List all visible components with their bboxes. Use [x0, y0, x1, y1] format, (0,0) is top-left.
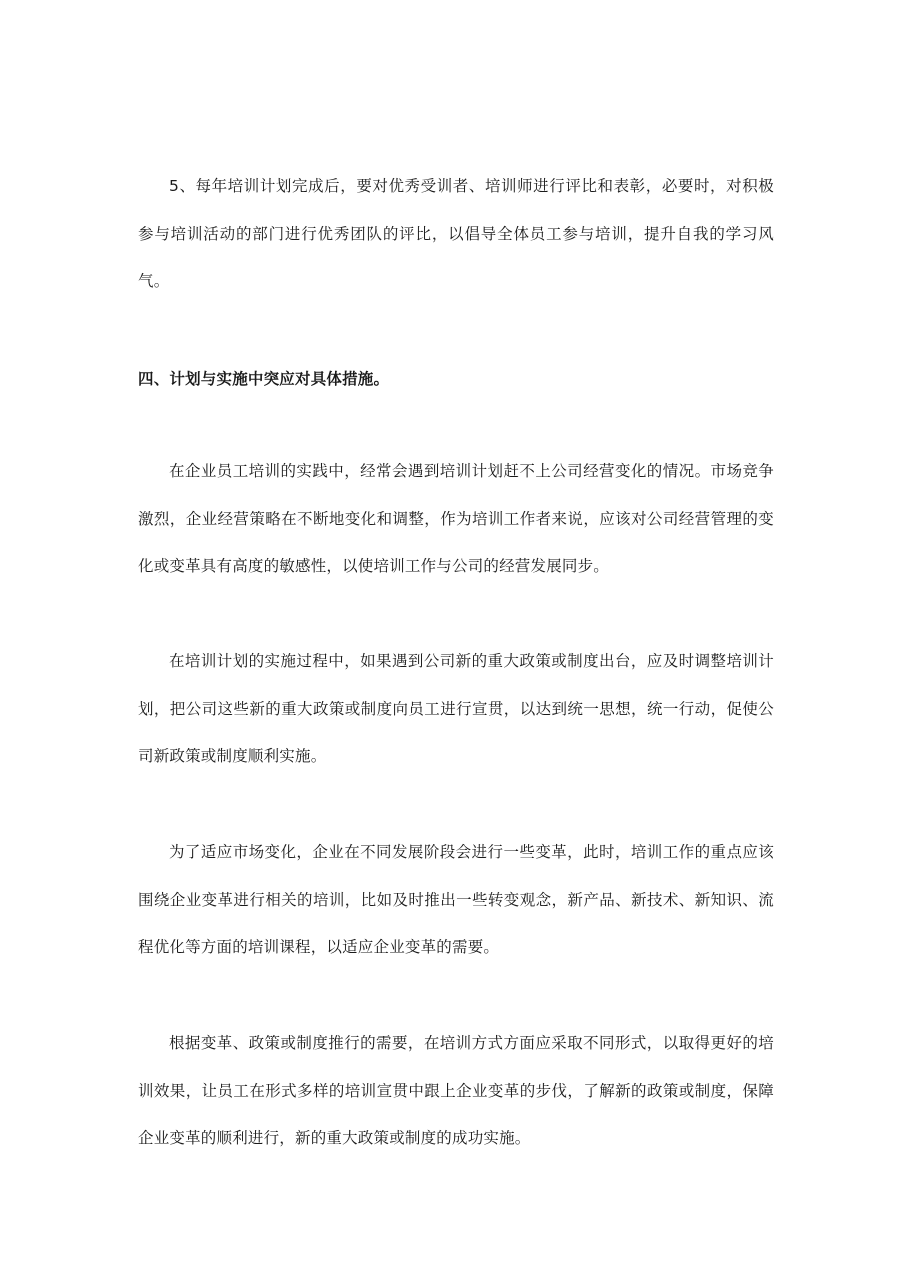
paragraph-market-change: 为了适应市场变化，企业在不同发展阶段会进行一些变革，此时，培训工作的重点应该围绕企业变革进行相关的培训，比如及时推出一些转变观念，新产品、新技术、新知识、流程优化等方面的培训课程，以适应企业变革的需要。 [138, 843, 774, 956]
paragraph-policy-adjustment: 在培训计划的实施过程中，如果遇到公司新的重大政策或制度出台，应及时调整培训计划，把公司这些新的重大政策或制度向员工进行宣贯，以达到统一思想，统一行动，促使公司新政策或制度顺利实施。 [138, 652, 774, 765]
section-heading: 四、计划与实施中突应对具体措施。 [138, 370, 390, 388]
paragraph-training-practice: 在企业员工培训的实践中，经常会遇到培训计划赶不上公司经营变化的情况。市场竞争激烈，企业经营策略在不断地变化和调整，作为培训工作者来说，应该对公司经营管理的变化或变革具有高度的敏感性，以使培训工作与公司的经营发展同步。 [138, 462, 774, 575]
paragraph-training-methods: 根据变革、政策或制度推行的需要，在培训方式方面应采取不同形式，以取得更好的培训效果，让员工在形式多样的培训宣贯中跟上企业变革的步伐，了解新的政策或制度，保障企业变革的顺利进行，新的重大政策或制度的成功实施。 [138, 1034, 774, 1147]
paragraph-item-5: 5、每年培训计划完成后，要对优秀受训者、培训师进行评比和表彰，必要时，对积极参与培训活动的部门进行优秀团队的评比，以倡导全体员工参与培训，提升自我的学习风气。 [138, 177, 774, 290]
